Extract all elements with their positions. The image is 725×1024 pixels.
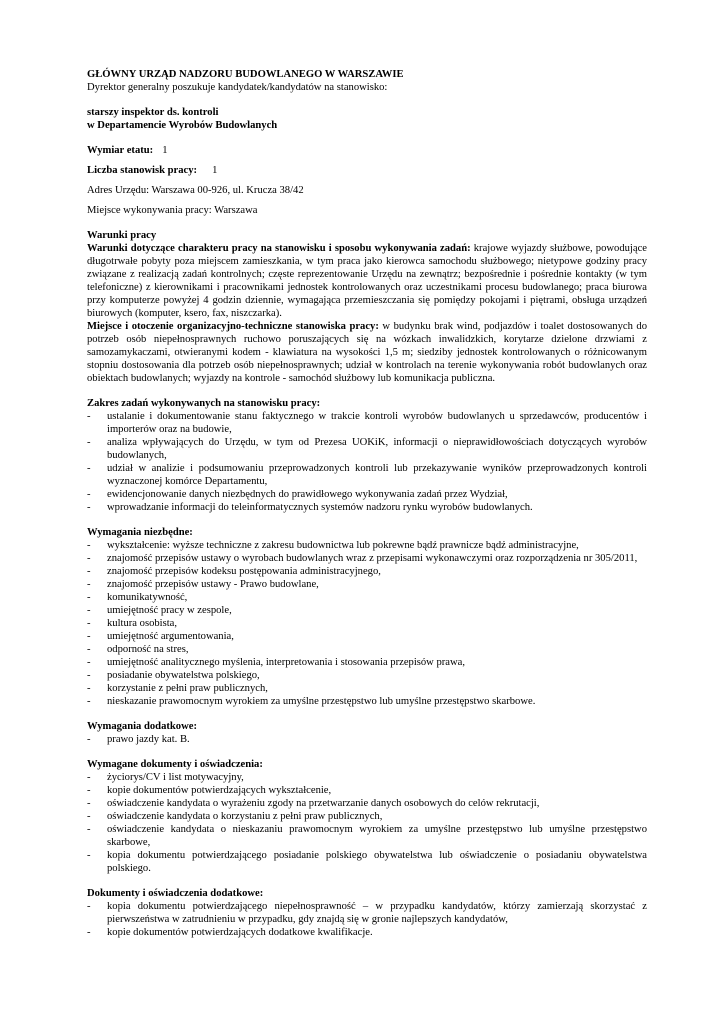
- list-item: - umiejętność analitycznego myślenia, interpretowania i stosowania przepisów prawa,: [87, 656, 647, 669]
- zakres-list: [87, 410, 647, 514]
- list-item: - odporność na stres,: [87, 643, 647, 656]
- list-item: - kopie dokumentów potwierdzających dodatkowe kwalifikacje.: [87, 926, 647, 939]
- list-item: - oświadczenie kandydata o korzystaniu z pełni praw publicznych,: [87, 810, 647, 823]
- list-item: - umiejętność argumentowania,: [87, 630, 647, 643]
- niezbedne-heading: Wymagania niezbędne:: [87, 527, 193, 538]
- institution-name: GŁÓWNY URZĄD NADZORU BUDOWLANEGO W WARSZAWIE: [87, 69, 404, 80]
- warunki-p2-text: w budynku brak wind, podjazdów i toalet dostosowanych do potrzeb osób niepełnosprawnych ruchowo poruszających się na wózkach inwalidzkich, korytarze dzielone drzwiami z samozamykaczami, otwieranymi kodem - klawiatura na wysokości 1,5 m; siedziby jednostek kontrolowanych o różnicowanym stopniu dostosowania dla potrzeb osób niepełnosprawnych; udział w kontrolach na terenie wykonywania robót budowlanych oraz obiektach budowlanych; wyjazdy na kontrole - samochód służbowy lub komunikacja publiczna.: [87, 321, 647, 384]
- etat-row: [87, 144, 647, 157]
- warunki-p2-label: Miejsce i otoczenie organizacyjno-techniczne stanowiska pracy:: [87, 321, 379, 332]
- warunki-p1-label: Warunki dotyczące charakteru pracy na stanowisku i sposobu wykonywania zadań:: [87, 243, 471, 254]
- list-item: - kopie dokumentów potwierdzających wykształcenie,: [87, 784, 647, 797]
- list-item: - posiadanie obywatelstwa polskiego,: [87, 669, 647, 682]
- etat-label: Wymiar etatu:: [87, 145, 154, 156]
- dokumenty-heading: Wymagane dokumenty i oświadczenia:: [87, 759, 263, 770]
- list-item: - znajomość przepisów ustawy - Prawo budowlane,: [87, 578, 647, 591]
- list-item: - analiza wpływających do Urzędu, w tym od Prezesa UOKiK, informacji o nieprawidłowościach dotyczących wyrobów budowlanych,: [87, 436, 647, 462]
- warunki-paragraph-2: [87, 320, 647, 385]
- stanowiska-value: 1: [212, 165, 218, 176]
- list-item: - prawo jazdy kat. B.: [87, 733, 647, 746]
- list-item: - wykształcenie: wyższe techniczne z zakresu budownictwa lub pokrewne bądź prawnicze bądź administracyjne,: [87, 539, 647, 552]
- position-title-line2: w Departamencie Wyrobów Budowlanych: [87, 120, 278, 131]
- miejsce-text: Miejsce wykonywania pracy: Warszawa: [87, 205, 258, 216]
- position-title-line1: starszy inspektor ds. kontroli: [87, 107, 219, 118]
- etat-value: 1: [162, 145, 168, 156]
- adres-text: Adres Urzędu: Warszawa 00-926, ul. Krucza 38/42: [87, 185, 304, 196]
- warunki-paragraph-1: [87, 242, 647, 320]
- list-item: - kultura osobista,: [87, 617, 647, 630]
- list-item: - kopia dokumentu potwierdzającego posiadanie polskiego obywatelstwa lub oświadczenie o posiadaniu obywatelstwa polskiego.: [87, 849, 647, 875]
- warunki-p1-text: krajowe wyjazdy służbowe, powodujące długotrwałe pobyty poza miejscem zamieszkania, w tym praca jako kierowca samochodu służbowego; nietypowe godziny pracy związane z realizacją zadań kontrolnych; częste reprezentowanie Urzędu na zewnątrz; bezpośrednie i pośrednie kontakty (w tym telefoniczne) z kierownikami i pracownikami jednostek kontrolowanych oraz uczestnikami procesu budowlanego; praca biurowa przy komputerze powyżej 4 godzin dziennie, wymagająca przemieszczania się pomiędzy pokojami i piętrami, obsługa urządzeń biurowych (komputer, ksero, fax, niszczarka).: [87, 243, 647, 319]
- list-item: - korzystanie z pełni praw publicznych,: [87, 682, 647, 695]
- dokumenty-dodatkowe-heading: Dokumenty i oświadczenia dodatkowe:: [87, 888, 264, 899]
- list-item: - wprowadzanie informacji do teleinformatycznych systemów nadzoru rynku wyrobów budowlanych.: [87, 501, 647, 514]
- dodatkowe-list: [87, 733, 647, 746]
- list-item: - znajomość przepisów ustawy o wyrobach budowlanych wraz z przepisami wykonawczymi oraz rozporządzenia nr 305/2011,: [87, 552, 647, 565]
- job-posting-document: [87, 68, 647, 939]
- niezbedne-list: [87, 539, 647, 708]
- stanowiska-label: Liczba stanowisk pracy:: [87, 165, 198, 176]
- stanowiska-row: [87, 164, 647, 177]
- list-item: - oświadczenie kandydata o nieskazaniu prawomocnym wyrokiem za umyślne przestępstwo lub umyślne przestępstwo skarbowe,: [87, 823, 647, 849]
- dokumenty-list: [87, 771, 647, 875]
- warunki-heading: Warunki pracy: [87, 230, 157, 241]
- list-item: - komunikatywność,: [87, 591, 647, 604]
- intro-text: Dyrektor generalny poszukuje kandydatek/kandydatów na stanowisko:: [87, 82, 388, 93]
- list-item: - ewidencjonowanie danych niezbędnych do prawidłowego wykonywania zadań przez Wydział,: [87, 488, 647, 501]
- list-item: - znajomość przepisów kodeksu postępowania administracyjnego,: [87, 565, 647, 578]
- list-item: - kopia dokumentu potwierdzającego niepełnosprawność – w przypadku kandydatów, którzy zamierzają skorzystać z pierwszeństwa w zatrudnieniu w przypadku, gdy znajdą się w gronie najlepszych kandydatów,: [87, 900, 647, 926]
- list-item: - życiorys/CV i list motywacyjny,: [87, 771, 647, 784]
- list-item: - ustalanie i dokumentowanie stanu faktycznego w trakcie kontroli wyrobów budowlanych u sprzedawców, producentów i importerów oraz na budowie,: [87, 410, 647, 436]
- dodatkowe-heading: Wymagania dodatkowe:: [87, 721, 197, 732]
- list-item: - nieskazanie prawomocnym wyrokiem za umyślne przestępstwo lub umyślne przestępstwo skarbowe.: [87, 695, 647, 708]
- list-item: - oświadczenie kandydata o wyrażeniu zgody na przetwarzanie danych osobowych do celów rekrutacji,: [87, 797, 647, 810]
- dokumenty-dodatkowe-list: [87, 900, 647, 939]
- list-item: - udział w analizie i podsumowaniu przeprowadzonych kontroli lub przekazywanie wyników przeprowadzonych kontroli wyznaczonej komórce Departamentu,: [87, 462, 647, 488]
- list-item: - umiejętność pracy w zespole,: [87, 604, 647, 617]
- zakres-heading: Zakres zadań wykonywanych na stanowisku pracy:: [87, 398, 321, 409]
